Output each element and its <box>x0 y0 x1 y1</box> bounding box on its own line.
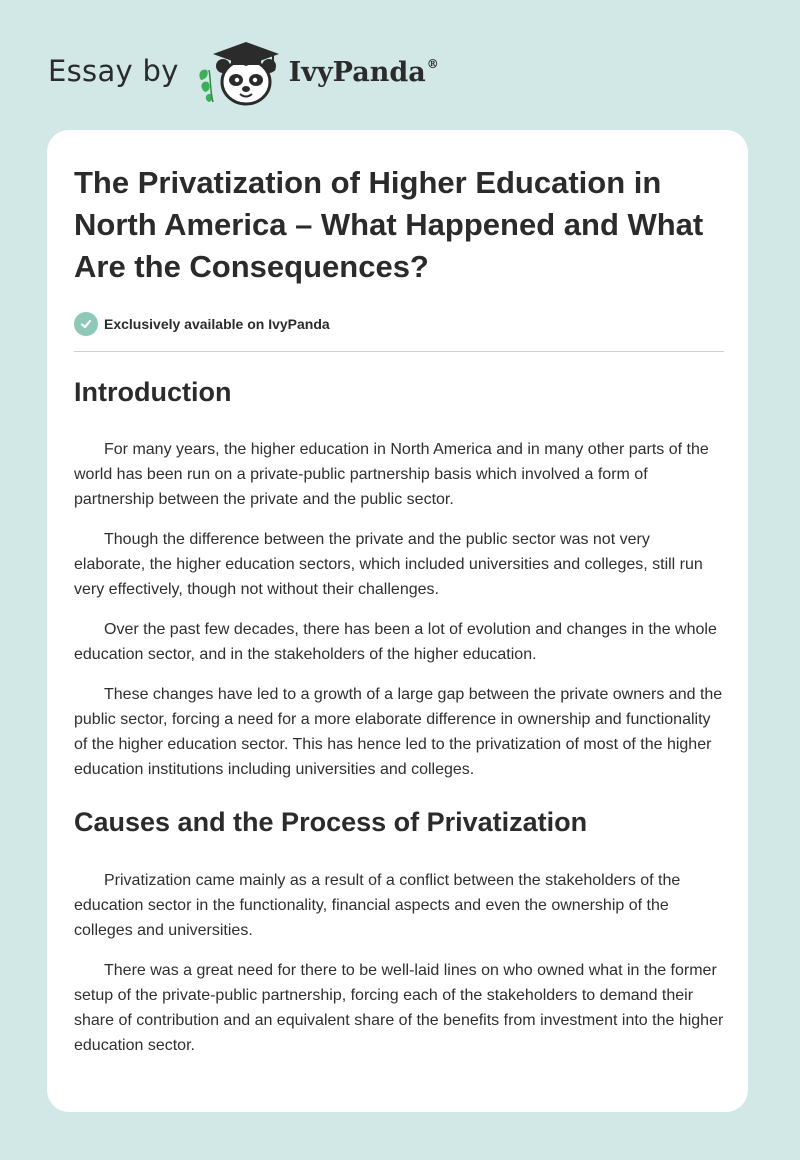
section-heading-causes: Causes and the Process of Privatization <box>74 807 588 837</box>
brand-name[interactable] <box>289 57 439 88</box>
brand-text: IvyPanda <box>288 56 426 88</box>
paragraph: These changes have led to a growth of a large gap between the private owners and the public sector, forcing a need for a more elaborate difference in ownership and functionality of the higher education sector. This has hence led to the privatization of most of the higher education institutions including universities and colleges. <box>74 686 723 778</box>
essay-title: The Privatization of Higher Education in North America – What Happened and What Are the Consequences? <box>74 165 704 284</box>
panda-logo-icon[interactable] <box>195 36 287 110</box>
check-circle-icon <box>74 312 98 336</box>
paragraph: Privatization came mainly as a result of a conflict between the stakeholders of the education sector in the functionality, financial aspects and even the ownership of the colleges and universities. <box>74 872 681 939</box>
paragraph: There was a great need for there to be well-laid lines on who owned what in the former setup of the private-public partnership, forcing each of the stakeholders to demand their share of contribution and an equivalent share of the benefits from investment into the higher education sector. <box>74 962 724 1054</box>
site-header <box>48 36 439 110</box>
section-heading-introduction: Introduction <box>74 377 232 407</box>
exclusive-label: Exclusively available on IvyPanda <box>104 316 330 332</box>
exclusive-badge <box>74 311 724 337</box>
title-divider <box>74 351 724 352</box>
essay-content <box>74 162 724 1058</box>
paragraph: Over the past few decades, there has been a lot of evolution and changes in the whole education sector, and in the stakeholders of the higher education. <box>74 621 717 663</box>
essay-by-label: Essay by <box>48 54 179 88</box>
registered-mark: ® <box>426 56 439 71</box>
paragraph: For many years, the higher education in North America and in many other parts of the world has been run on a private-public partnership basis which involved a form of partnership between the private and the public sector. <box>74 441 709 508</box>
paragraph: Though the difference between the private and the public sector was not very elaborate, the higher education sectors, which included universities and colleges, still run very effectively, though not without their challenges. <box>74 531 703 598</box>
essay-card <box>47 130 748 1112</box>
